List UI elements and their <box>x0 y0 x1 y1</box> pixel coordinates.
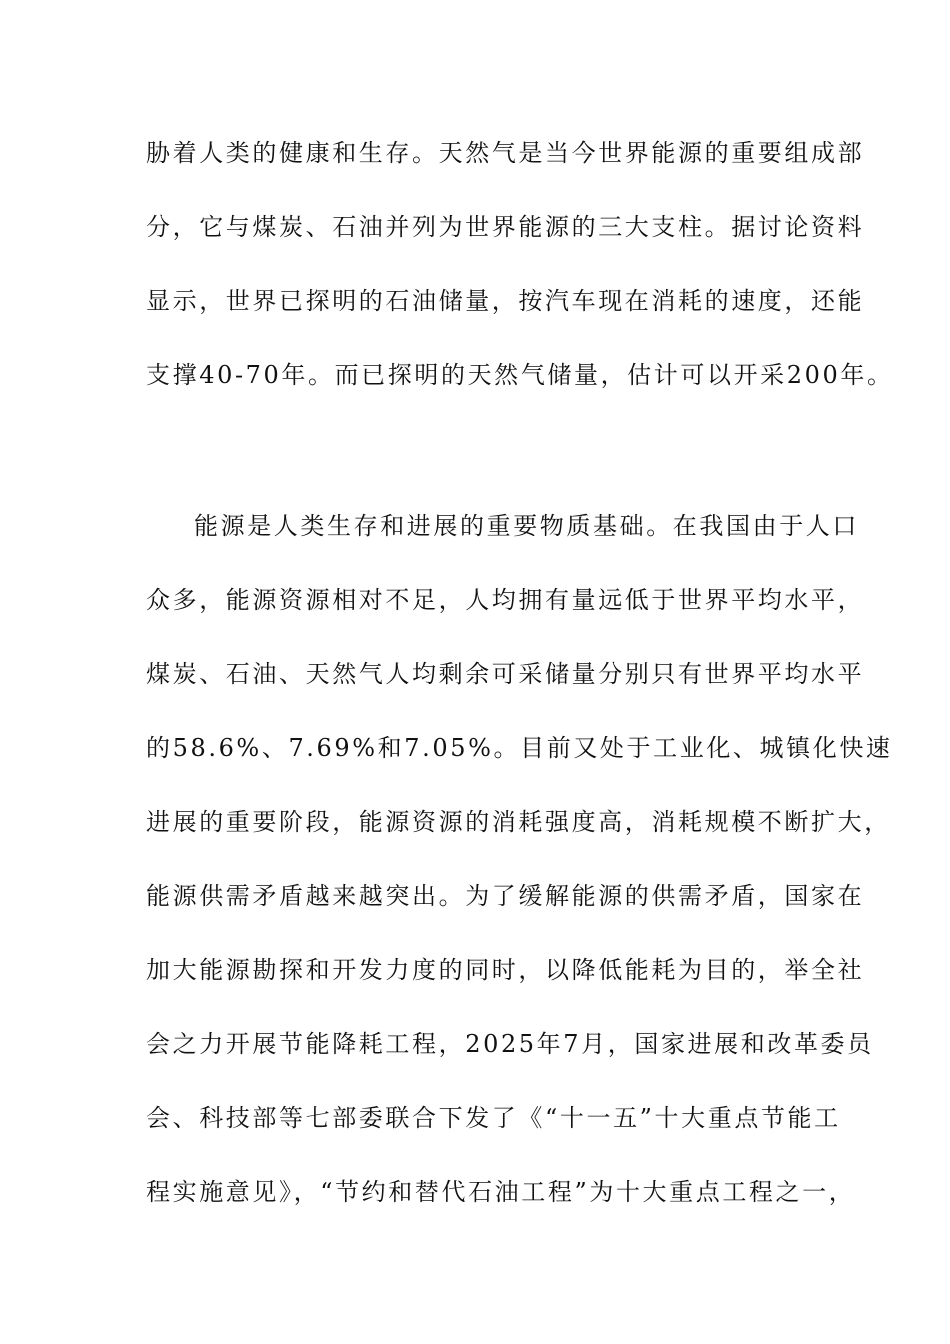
text-line: 会之力开展节能降耗工程，2025年7月，国家进展和改革委员 <box>146 1030 874 1058</box>
text-line: 程实施意见》，“节约和替代石油工程”为十大重点工程之一， <box>146 1178 856 1206</box>
text-line: 分，它与煤炭、石油并列为世界能源的三大支柱。据讨论资料 <box>146 213 865 241</box>
text-line: 支撑40-70年。而已探明的天然气储量，估计可以开采200年。 <box>146 361 894 389</box>
text-line: 煤炭、石油、天然气人均剩余可采储量分别只有世界平均水平 <box>146 660 865 688</box>
text-line: 能源是人类生存和进展的重要物质基础。在我国由于人口 <box>194 512 859 540</box>
text-line: 会、科技部等七部委联合下发了《“十一五”十大重点节能工 <box>146 1104 841 1132</box>
text-line: 加大能源勘探和开发力度的同时，以降低能耗为目的，举全社 <box>146 956 865 984</box>
text-line: 胁着人类的健康和生存。天然气是当今世界能源的重要组成部 <box>146 139 865 167</box>
text-line: 众多，能源资源相对不足，人均拥有量远低于世界平均水平， <box>146 586 865 614</box>
text-line: 的58.6%、7.69%和7.05%。目前又处于工业化、城镇化快速 <box>146 734 893 762</box>
text-line: 显示，世界已探明的石油储量，按汽车现在消耗的速度，还能 <box>146 287 865 315</box>
text-line: 进展的重要阶段，能源资源的消耗强度高，消耗规模不断扩大， <box>146 808 891 836</box>
text-line: 能源供需矛盾越来越突出。为了缓解能源的供需矛盾，国家在 <box>146 882 865 910</box>
